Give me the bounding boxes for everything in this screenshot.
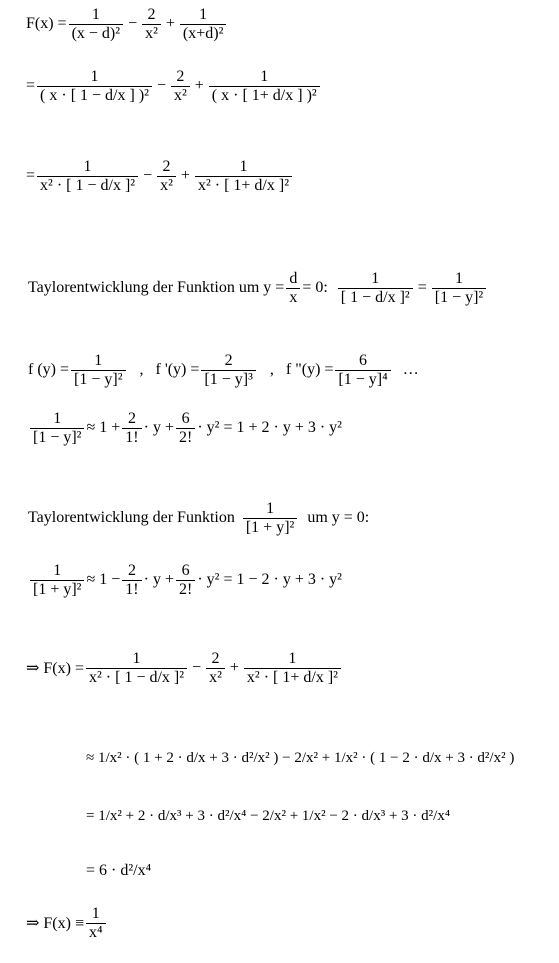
separator: , bbox=[269, 361, 274, 379]
heading-text: Taylorentwicklung der Funktion bbox=[28, 509, 235, 527]
fraction: $\frac{1}{\text{[1 − y]²}}$ bbox=[71, 352, 125, 388]
final-result bbox=[26, 905, 108, 941]
derivatives-line bbox=[28, 352, 422, 388]
fraction: $\frac{6}{2!}$ bbox=[176, 410, 195, 446]
fraction: $\frac{1}{\text{x² · [ 1+ d/x ]²}}$ bbox=[244, 650, 341, 686]
fraction: $\frac{1}{\text{x⁴}}$ bbox=[86, 905, 106, 941]
condition: um y = 0: bbox=[307, 509, 370, 527]
fraction: $\frac{1}{\text{[1 + y]²}}$ bbox=[243, 500, 297, 536]
equals: = bbox=[417, 279, 427, 297]
implies-Fx: ⇒ F(x) = bbox=[26, 660, 84, 678]
fraction: $\frac{1}{\text{x² · [ 1 − d/x ]²}}$ bbox=[86, 650, 187, 686]
separator: , bbox=[139, 361, 144, 379]
fraction: $\frac{1}{\text{(x − d)²}}$ bbox=[69, 6, 123, 42]
eq-line-2 bbox=[26, 68, 322, 104]
fraction: $\frac{1}{\text{[1 + y]²}}$ bbox=[30, 562, 84, 598]
term: ≈ 1 − bbox=[86, 571, 121, 589]
fraction: $\frac{2}{\text{x²}}$ bbox=[171, 68, 190, 104]
term: · y + bbox=[143, 571, 174, 589]
operator: − bbox=[156, 77, 166, 95]
taylor-heading-2 bbox=[28, 500, 369, 536]
operator: + bbox=[229, 659, 239, 677]
fraction: $\frac{6}{\text{[1 − y]⁴}}$ bbox=[335, 352, 390, 388]
lhs-Fx: F(x) = bbox=[26, 15, 67, 33]
equals: = bbox=[26, 77, 36, 95]
fraction: $\frac{1}{\text{[1 − y]²}}$ bbox=[30, 410, 84, 446]
term: ≈ 1 + bbox=[86, 419, 121, 437]
operator: + bbox=[165, 15, 175, 33]
fraction: $\frac{6}{2!}$ bbox=[176, 562, 195, 598]
implies-Fx: ⇒ F(x) ≡ bbox=[26, 915, 84, 933]
fraction: $\frac{1}{\text{[1 − y]²}}$ bbox=[432, 270, 486, 306]
equals: = bbox=[26, 167, 36, 185]
result-line-2: ≈ 1/x² · ( 1 + 2 · d/x + 3 · d²/x² ) − 2/x² + 1/x² · ( 1 − 2 · d/x + 3 · d²/x² ) bbox=[86, 750, 515, 766]
fraction: $\frac{2}{\text{[1 − y]³}}$ bbox=[201, 352, 255, 388]
approx-line-1 bbox=[28, 410, 342, 446]
f-label: f (y) = bbox=[28, 361, 70, 379]
term: · y² = 1 + 2 · y + 3 · y² bbox=[197, 419, 342, 437]
term: · y² = 1 − 2 · y + 3 · y² bbox=[197, 571, 342, 589]
f1-label: f '(y) = bbox=[155, 361, 200, 379]
approx-line-2 bbox=[28, 562, 342, 598]
fraction: $\frac{2}{\text{x²}}$ bbox=[157, 158, 176, 194]
operator: − bbox=[192, 659, 202, 677]
operator: + bbox=[180, 167, 190, 185]
fraction: $\frac{2}{1!}$ bbox=[122, 562, 141, 598]
fraction: $\frac{1}{\text{x² · [ 1+ d/x ]²}}$ bbox=[195, 158, 292, 194]
fraction: $\frac{1}{\text{( x · [ 1+ d/x ] )²}}$ bbox=[209, 68, 320, 104]
heading-text: Taylorentwicklung der Funktion um y = bbox=[28, 279, 285, 297]
taylor-heading-1 bbox=[28, 270, 488, 306]
fraction: $\frac{1}{\text{(x+d)²}}$ bbox=[180, 6, 226, 42]
eq-line-1 bbox=[26, 6, 228, 42]
operator: − bbox=[143, 167, 153, 185]
fraction: $\frac{1}{\text{x² · [ 1 − d/x ]²}}$ bbox=[37, 158, 138, 194]
f2-label: f "(y) = bbox=[285, 361, 334, 379]
fraction: $\frac{1}{\text{( x · [ 1 − d/x ] )²}}$ bbox=[37, 68, 152, 104]
result-line-3: = 1/x² + 2 · d/x³ + 3 · d²/x⁴ − 2/x² + 1/x² − 2 · d/x³ + 3 · d²/x⁴ bbox=[86, 808, 451, 824]
operator: − bbox=[128, 15, 138, 33]
condition: = 0: bbox=[302, 279, 328, 297]
operator: + bbox=[194, 77, 204, 95]
fraction: $\frac{2}{\text{x²}}$ bbox=[142, 6, 161, 42]
result-line-1 bbox=[26, 650, 343, 686]
fraction: $\frac{2}{1!}$ bbox=[122, 410, 141, 446]
eq-line-3 bbox=[26, 158, 294, 194]
term: · y + bbox=[143, 419, 174, 437]
result-line-4: = 6 · d²/x⁴ bbox=[86, 862, 152, 879]
fraction: $\frac{1}{\text{[ 1 − d/x ]²}}$ bbox=[338, 270, 413, 306]
fraction: $\frac{2}{\text{x²}}$ bbox=[206, 650, 225, 686]
ellipsis: … bbox=[402, 361, 419, 379]
fraction: $\frac{d}{x}$ bbox=[286, 270, 300, 306]
